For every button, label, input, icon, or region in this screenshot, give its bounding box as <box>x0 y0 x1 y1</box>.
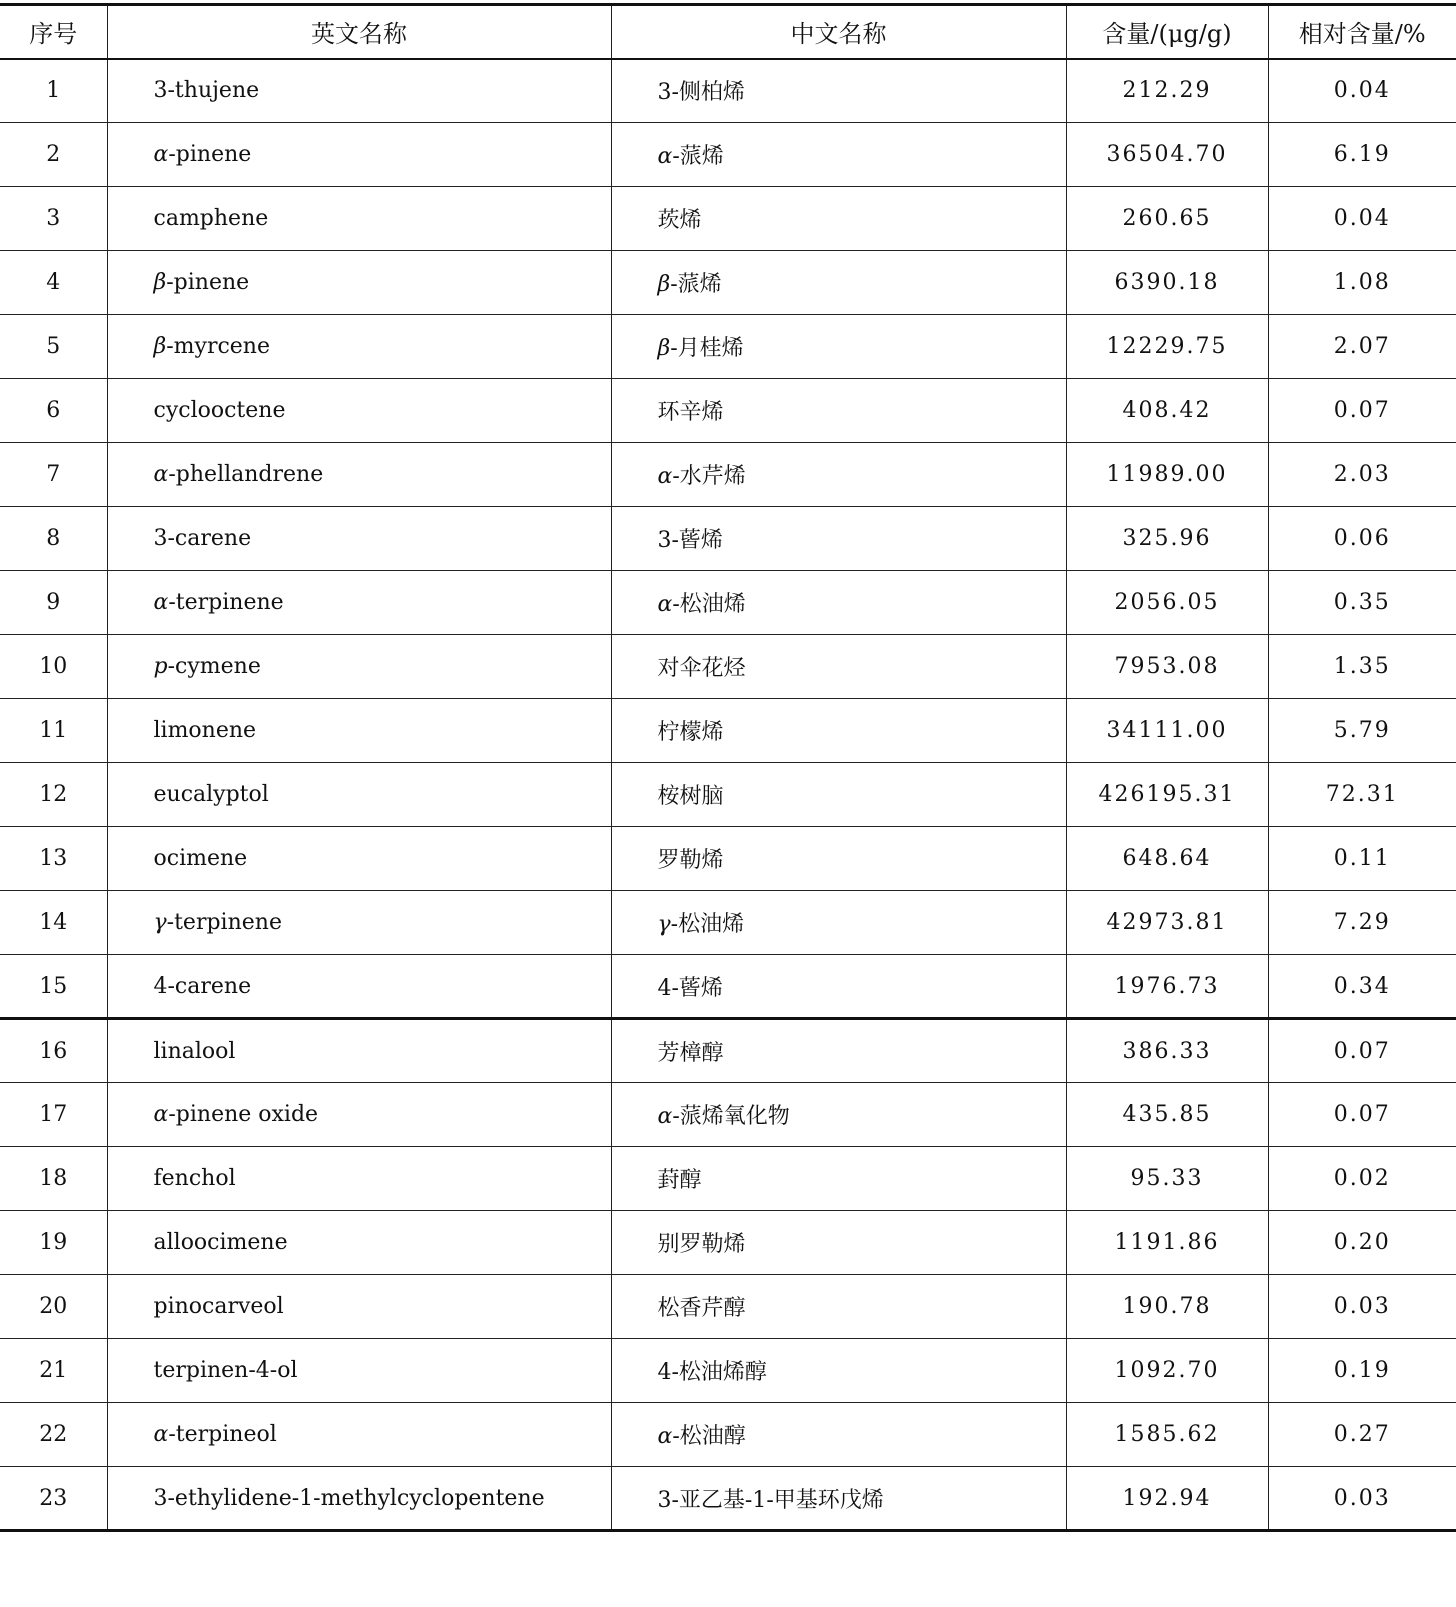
cell-chinese-name <box>611 123 1066 187</box>
cell-chinese-name <box>611 1339 1066 1403</box>
cell-english-name <box>107 379 611 443</box>
cell-relative-content <box>1268 1083 1456 1147</box>
cell-no <box>0 827 107 891</box>
cell-english-name <box>107 1339 611 1403</box>
cell-english-name <box>107 1467 611 1531</box>
cell-relative-content <box>1268 443 1456 507</box>
cell-relative-content <box>1268 1403 1456 1467</box>
cell-english-name <box>107 763 611 827</box>
cell-content <box>1066 1467 1268 1531</box>
table-row <box>0 1339 1456 1403</box>
chinese-name: -松油烯 <box>672 592 746 617</box>
header-no: 序号 <box>0 5 107 59</box>
row-number: 20 <box>39 1294 68 1319</box>
name-prefix: p <box>153 654 168 679</box>
row-number: 17 <box>39 1102 68 1127</box>
english-name: -myrcene <box>166 334 270 359</box>
english-name: -pinene <box>166 270 250 295</box>
cell-no <box>0 251 107 315</box>
cell-relative-content <box>1268 635 1456 699</box>
relative-value: 0.07 <box>1333 1038 1391 1064</box>
relative-value: 0.19 <box>1333 1358 1391 1383</box>
content-value: 42973.81 <box>1106 910 1228 935</box>
cell-content <box>1066 699 1268 763</box>
chinese-prefix: β <box>657 272 671 297</box>
relative-value: 0.02 <box>1333 1166 1391 1191</box>
content-value: 34111.00 <box>1106 718 1228 743</box>
row-number: 18 <box>39 1166 68 1191</box>
english-name: limonene <box>153 718 257 743</box>
cell-chinese-name <box>611 1275 1066 1339</box>
cell-content <box>1066 379 1268 443</box>
table-row <box>0 699 1456 763</box>
cell-english-name <box>107 123 611 187</box>
table-row <box>0 1403 1456 1467</box>
name-prefix: α <box>153 1422 169 1447</box>
content-value: 1585.62 <box>1114 1422 1220 1447</box>
chinese-name: -月桂烯 <box>670 336 744 361</box>
chinese-name: -蒎烯氧化物 <box>672 1104 790 1129</box>
content-value: 386.33 <box>1122 1038 1212 1064</box>
english-name: 3-carene <box>153 526 252 551</box>
table-row <box>0 955 1456 1019</box>
cell-relative-content <box>1268 1339 1456 1403</box>
relative-value: 72.31 <box>1325 782 1399 807</box>
name-prefix: β <box>153 270 167 295</box>
cell-english-name <box>107 315 611 379</box>
english-name: fenchol <box>153 1166 236 1191</box>
row-number: 5 <box>46 334 61 359</box>
cell-chinese-name <box>611 571 1066 635</box>
cell-chinese-name <box>611 187 1066 251</box>
cell-relative-content <box>1268 251 1456 315</box>
cell-no <box>0 699 107 763</box>
cell-relative-content <box>1268 699 1456 763</box>
cell-content <box>1066 1403 1268 1467</box>
cell-english-name <box>107 1083 611 1147</box>
content-value: 1191.86 <box>1114 1230 1220 1255</box>
cell-relative-content <box>1268 571 1456 635</box>
row-number: 10 <box>39 654 68 679</box>
content-value: 1976.73 <box>1114 973 1220 999</box>
row-number: 12 <box>39 782 68 807</box>
chinese-name: 芳樟醇 <box>657 1040 724 1066</box>
cell-no <box>0 635 107 699</box>
cell-relative-content <box>1268 379 1456 443</box>
cell-no <box>0 507 107 571</box>
row-number: 4 <box>46 270 61 295</box>
cell-content <box>1066 955 1268 1019</box>
cell-chinese-name <box>611 315 1066 379</box>
chinese-name: 4-松油烯醇 <box>657 1360 767 1385</box>
cell-no <box>0 1467 107 1531</box>
row-number: 8 <box>46 526 61 551</box>
name-prefix: α <box>153 1102 169 1127</box>
cell-relative-content <box>1268 507 1456 571</box>
row-number: 13 <box>39 846 68 871</box>
table-row <box>0 1467 1456 1531</box>
english-name: -pinene <box>168 142 252 167</box>
cell-english-name <box>107 635 611 699</box>
english-name: 3-thujene <box>153 78 260 104</box>
cell-content <box>1066 443 1268 507</box>
english-name: camphene <box>153 206 269 231</box>
cell-chinese-name <box>611 763 1066 827</box>
name-prefix: γ <box>153 910 167 935</box>
english-name: -phellandrene <box>168 462 324 487</box>
cell-english-name <box>107 891 611 955</box>
relative-value: 0.35 <box>1333 590 1391 615</box>
english-name: -terpinene <box>168 590 284 615</box>
cell-english-name <box>107 443 611 507</box>
chinese-name: 莰烯 <box>657 208 702 233</box>
english-name: terpinen-4-ol <box>153 1358 298 1383</box>
content-value: 212.29 <box>1122 78 1212 104</box>
content-value: 11989.00 <box>1106 462 1228 487</box>
content-value: 12229.75 <box>1106 334 1228 359</box>
cell-chinese-name <box>611 443 1066 507</box>
cell-no <box>0 379 107 443</box>
content-value: 648.64 <box>1122 846 1212 871</box>
chinese-name: 柠檬烯 <box>657 720 724 745</box>
row-number: 11 <box>39 718 68 743</box>
row-number: 19 <box>39 1230 68 1255</box>
cell-chinese-name <box>611 1467 1066 1531</box>
relative-value: 0.06 <box>1333 526 1391 551</box>
name-prefix: β <box>153 334 167 359</box>
english-name: 3-ethylidene-1-methylcyclopentene <box>153 1485 545 1511</box>
chinese-name: 4-蒈烯 <box>657 975 723 1001</box>
english-name: ocimene <box>153 846 248 871</box>
cell-english-name <box>107 1403 611 1467</box>
cell-no <box>0 59 107 123</box>
cell-content <box>1066 635 1268 699</box>
table-header-row <box>0 5 1456 59</box>
relative-value: 0.20 <box>1333 1230 1391 1255</box>
table-row <box>0 635 1456 699</box>
row-number: 22 <box>39 1422 68 1447</box>
cell-chinese-name <box>611 1211 1066 1275</box>
relative-value: 2.03 <box>1333 462 1391 487</box>
cell-relative-content <box>1268 123 1456 187</box>
chinese-prefix: α <box>657 1424 673 1449</box>
cell-relative-content <box>1268 827 1456 891</box>
chinese-name: -松油醇 <box>672 1424 746 1449</box>
row-number: 16 <box>39 1038 68 1064</box>
chinese-prefix: α <box>657 1104 673 1129</box>
cell-no <box>0 763 107 827</box>
cell-no <box>0 315 107 379</box>
content-value: 408.42 <box>1122 398 1212 423</box>
cell-relative-content <box>1268 315 1456 379</box>
cell-relative-content <box>1268 1211 1456 1275</box>
content-value: 2056.05 <box>1114 590 1220 615</box>
content-value: 1092.70 <box>1114 1358 1220 1383</box>
cell-no <box>0 187 107 251</box>
row-number: 9 <box>46 590 61 615</box>
cell-english-name <box>107 507 611 571</box>
english-name: pinocarveol <box>153 1294 284 1319</box>
name-prefix: α <box>153 462 169 487</box>
row-number: 3 <box>46 206 61 231</box>
english-name: linalool <box>153 1038 236 1064</box>
cell-content <box>1066 123 1268 187</box>
cell-no <box>0 1147 107 1211</box>
name-prefix: α <box>153 590 169 615</box>
table-row <box>0 507 1456 571</box>
row-number: 7 <box>46 462 61 487</box>
table-row <box>0 123 1456 187</box>
cell-content <box>1066 1147 1268 1211</box>
english-name: -pinene oxide <box>168 1102 319 1127</box>
table-row <box>0 891 1456 955</box>
header-content: 含量/(μg/g) <box>1066 5 1268 59</box>
row-number: 21 <box>39 1358 68 1383</box>
cell-content <box>1066 1275 1268 1339</box>
chinese-name: 对伞花烃 <box>657 656 746 681</box>
chinese-name: 罗勒烯 <box>657 848 724 873</box>
cell-english-name <box>107 1019 611 1083</box>
content-value: 260.65 <box>1122 206 1212 231</box>
cell-content <box>1066 571 1268 635</box>
cell-chinese-name <box>611 1147 1066 1211</box>
cell-no <box>0 1275 107 1339</box>
table-row <box>0 827 1456 891</box>
row-number: 23 <box>39 1485 68 1511</box>
table-row <box>0 59 1456 123</box>
table-body <box>0 59 1456 1531</box>
cell-no <box>0 1403 107 1467</box>
cell-no <box>0 443 107 507</box>
content-value: 435.85 <box>1122 1102 1212 1127</box>
cell-relative-content <box>1268 955 1456 1019</box>
cell-content <box>1066 763 1268 827</box>
cell-english-name <box>107 571 611 635</box>
chinese-name: -蒎烯 <box>670 272 722 297</box>
table-row <box>0 1275 1456 1339</box>
cell-content <box>1066 187 1268 251</box>
chinese-name: 别罗勒烯 <box>657 1232 746 1257</box>
chinese-name: 3-侧柏烯 <box>657 80 745 106</box>
table-row <box>0 379 1456 443</box>
cell-chinese-name <box>611 251 1066 315</box>
row-number: 15 <box>39 973 68 999</box>
cell-english-name <box>107 955 611 1019</box>
chinese-name: -蒎烯 <box>672 144 724 169</box>
cell-content <box>1066 1083 1268 1147</box>
content-value: 95.33 <box>1130 1166 1204 1191</box>
table-row <box>0 443 1456 507</box>
row-number: 14 <box>39 910 68 935</box>
cell-english-name <box>107 1147 611 1211</box>
cell-chinese-name <box>611 59 1066 123</box>
cell-english-name <box>107 187 611 251</box>
content-value: 36504.70 <box>1106 142 1228 167</box>
cell-content <box>1066 315 1268 379</box>
cell-chinese-name <box>611 699 1066 763</box>
cell-no <box>0 1083 107 1147</box>
relative-value: 5.79 <box>1333 718 1391 743</box>
chinese-prefix: α <box>657 144 673 169</box>
cell-no <box>0 1019 107 1083</box>
cell-relative-content <box>1268 1467 1456 1531</box>
relative-value: 2.07 <box>1333 334 1391 359</box>
table-row <box>0 1083 1456 1147</box>
english-name: -terpinene <box>166 910 282 935</box>
cell-no <box>0 955 107 1019</box>
table-row <box>0 315 1456 379</box>
cell-relative-content <box>1268 891 1456 955</box>
english-name: -cymene <box>167 654 261 679</box>
cell-english-name <box>107 1211 611 1275</box>
compound-table <box>0 3 1456 1532</box>
chinese-prefix: α <box>657 592 673 617</box>
relative-value: 7.29 <box>1333 910 1391 935</box>
cell-content <box>1066 507 1268 571</box>
english-name: 4-carene <box>153 973 252 999</box>
cell-no <box>0 1339 107 1403</box>
relative-value: 1.08 <box>1333 270 1391 295</box>
table-row <box>0 763 1456 827</box>
cell-content <box>1066 251 1268 315</box>
cell-content <box>1066 1211 1268 1275</box>
chinese-name: 环辛烯 <box>657 400 724 425</box>
table-row <box>0 571 1456 635</box>
content-value: 426195.31 <box>1098 782 1236 807</box>
cell-chinese-name <box>611 827 1066 891</box>
relative-value: 0.07 <box>1333 1102 1391 1127</box>
relative-value: 0.27 <box>1333 1422 1391 1447</box>
content-value: 6390.18 <box>1114 270 1220 295</box>
table-row <box>0 187 1456 251</box>
english-name: alloocimene <box>153 1230 288 1255</box>
cell-content <box>1066 891 1268 955</box>
row-number: 2 <box>46 142 61 167</box>
english-name: cyclooctene <box>153 398 286 423</box>
row-number: 6 <box>46 398 61 423</box>
cell-chinese-name <box>611 507 1066 571</box>
cell-english-name <box>107 699 611 763</box>
english-name: eucalyptol <box>153 782 269 807</box>
table-row <box>0 1019 1456 1083</box>
relative-value: 0.34 <box>1333 973 1391 999</box>
cell-english-name <box>107 1275 611 1339</box>
chinese-prefix: γ <box>657 912 671 937</box>
cell-chinese-name <box>611 1083 1066 1147</box>
cell-no <box>0 891 107 955</box>
relative-value: 0.04 <box>1333 206 1391 231</box>
cell-relative-content <box>1268 763 1456 827</box>
relative-value: 1.35 <box>1333 654 1391 679</box>
relative-value: 0.11 <box>1333 846 1391 871</box>
chinese-name: 3-亚乙基-1-甲基环戊烯 <box>657 1487 884 1513</box>
cell-content <box>1066 827 1268 891</box>
chinese-name: 葑醇 <box>657 1168 702 1193</box>
cell-english-name <box>107 827 611 891</box>
cell-english-name <box>107 59 611 123</box>
cell-no <box>0 1211 107 1275</box>
cell-content <box>1066 1019 1268 1083</box>
cell-relative-content <box>1268 1275 1456 1339</box>
chinese-prefix: β <box>657 336 671 361</box>
cell-relative-content <box>1268 187 1456 251</box>
cell-content <box>1066 59 1268 123</box>
relative-value: 0.04 <box>1333 78 1391 104</box>
table-row <box>0 251 1456 315</box>
table-row <box>0 1147 1456 1211</box>
header-chinese-name: 中文名称 <box>611 5 1066 59</box>
chinese-name: 桉树脑 <box>657 784 724 809</box>
cell-relative-content <box>1268 59 1456 123</box>
chinese-name: 3-蒈烯 <box>657 528 723 553</box>
cell-chinese-name <box>611 891 1066 955</box>
cell-no <box>0 571 107 635</box>
header-relative-content: 相对含量/% <box>1268 5 1456 59</box>
content-value: 190.78 <box>1122 1294 1212 1319</box>
cell-chinese-name <box>611 1019 1066 1083</box>
cell-english-name <box>107 251 611 315</box>
cell-chinese-name <box>611 635 1066 699</box>
cell-content <box>1066 1339 1268 1403</box>
cell-chinese-name <box>611 955 1066 1019</box>
cell-chinese-name <box>611 379 1066 443</box>
cell-relative-content <box>1268 1147 1456 1211</box>
english-name: -terpineol <box>168 1422 277 1447</box>
header-english-name: 英文名称 <box>107 5 611 59</box>
chinese-name: -松油烯 <box>670 912 745 937</box>
chinese-name: -水芹烯 <box>672 464 746 489</box>
cell-chinese-name <box>611 1403 1066 1467</box>
name-prefix: α <box>153 142 169 167</box>
relative-value: 6.19 <box>1333 142 1391 167</box>
cell-relative-content <box>1268 1019 1456 1083</box>
chinese-prefix: α <box>657 464 673 489</box>
content-value: 7953.08 <box>1114 654 1220 679</box>
relative-value: 0.07 <box>1333 398 1391 423</box>
row-number: 1 <box>46 78 61 104</box>
cell-no <box>0 123 107 187</box>
relative-value: 0.03 <box>1333 1485 1391 1511</box>
chinese-name: 松香芹醇 <box>657 1296 746 1321</box>
relative-value: 0.03 <box>1333 1294 1391 1319</box>
table-row <box>0 1211 1456 1275</box>
content-value: 325.96 <box>1122 526 1212 551</box>
content-value: 192.94 <box>1122 1485 1212 1511</box>
